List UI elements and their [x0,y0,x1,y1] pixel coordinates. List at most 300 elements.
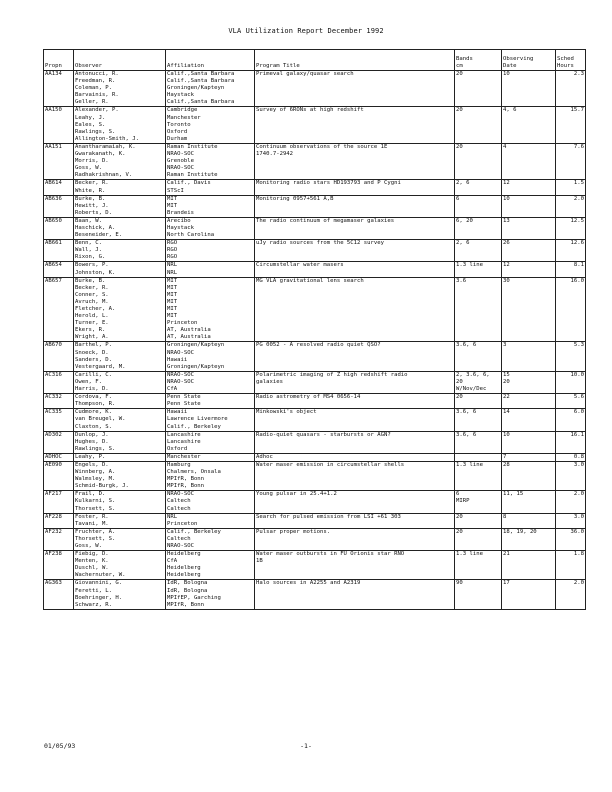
program-title-cell [255,491,455,513]
bands-cell-line: 90 [456,580,463,587]
proposal-cell: AG363 [44,580,74,609]
bands-cell-line: 1.3 line [456,262,483,269]
affiliation-cell [166,431,255,453]
program-title-cell [255,580,455,609]
proposal-cell: AC316 [44,371,74,393]
observer-cell-line: Becker, R. [75,284,109,291]
sched-hours-cell: 3.0 [556,461,586,490]
affiliation-cell [166,195,255,217]
observer-cell-line: Gwarakanath, K. [75,151,126,158]
affiliation-cell-line: Lancashire [167,438,201,445]
sched-hours-cell: 2.0 [556,491,586,513]
affiliation-cell [166,491,255,513]
bands-cell [455,513,502,528]
bands-cell [455,528,502,550]
affiliation-cell-line: MIT [167,195,178,202]
observing-date-cell-line: 21 [503,551,510,558]
program-title-cell-line: Search for pulsed emission from LSI +61 303 [256,513,401,520]
bands-cell-line: 20 [456,378,463,385]
program-title-cell-line: Young pulsar in 25.4+1.2 [256,491,337,498]
program-title-cell [255,277,455,342]
table-row [44,262,586,277]
observer-cell-line: Rixon, G. [75,254,106,261]
observer-cell-line: Feretti, L. [75,587,113,594]
observer-cell-line: Cudmore, K. [75,409,113,416]
affiliation-cell-line: Penn State [167,394,201,401]
affiliation-cell-line: STScI [167,187,184,194]
col-header-observing-date: Observing Date [502,50,556,71]
bands-cell [455,71,502,107]
observing-date-cell [502,195,556,217]
col-header-sched-hours: Sched Hours [556,50,586,71]
affiliation-cell [166,180,255,195]
sched-hours-cell: 8.1 [556,262,586,277]
bands-cell-line: 20 [456,513,463,520]
affiliation-cell-line: MPIfEP, Garching [167,594,221,601]
bands-cell [455,551,502,580]
observer-cell [74,394,166,409]
observing-date-cell-line: 10 [503,195,510,202]
affiliation-cell-line: Caltech [167,498,191,505]
affiliation-cell-line: Caltech [167,535,191,542]
affiliation-cell [166,513,255,528]
observer-cell-line: Claxton, S. [75,423,113,430]
affiliation-cell-line: Calif., Berkeley [167,528,221,535]
observer-cell-line: Goss, W. [75,165,102,172]
affiliation-cell-line: Heidelberg [167,565,201,572]
observing-date-cell-line: 12 [503,262,510,269]
affiliation-cell-line: RGO [167,240,178,247]
table-row [44,240,586,262]
affiliation-cell-line: MIT [167,298,178,305]
observing-date-cell [502,528,556,550]
program-title-cell [255,195,455,217]
affiliation-cell-line: MIT [167,313,178,320]
observer-cell [74,71,166,107]
affiliation-cell-line: RGO [167,254,178,261]
sched-hours-cell: 2.0 [556,195,586,217]
proposal-cell: AF217 [44,491,74,513]
observer-cell-line: Rawlings, S. [75,445,116,452]
col-header-observer: Observer [74,50,166,71]
proposal-cell: AB670 [44,342,74,371]
observer-cell [74,491,166,513]
proposal-cell: AA150 [44,107,74,143]
program-title-cell-line: Circumstellar water masers [256,262,344,269]
observer-cell [74,453,166,461]
observing-date-cell [502,342,556,371]
bands-cell-line: MIRP [456,498,470,505]
table-row [44,551,586,580]
affiliation-cell-line: Haystack [167,92,194,99]
affiliation-cell [166,551,255,580]
table-row [44,461,586,490]
table-row [44,491,586,513]
bands-cell-line: 6, 20 [456,217,473,224]
observer-cell-line: Rawlings, S. [75,128,116,135]
observer-cell-line: Duschl, W. [75,565,109,572]
observer-cell-line: Wall, J. [75,247,102,254]
bands-cell-line: 20 [456,394,463,401]
program-title-cell-line: galaxies [256,378,283,385]
program-title-cell-line: Water maser outbursts in FU Orionis star RNO [256,551,405,558]
proposal-cell: AF232 [44,528,74,550]
proposal-cell: AB614 [44,180,74,195]
table-row [44,217,586,239]
bands-cell [455,580,502,609]
affiliation-cell-line: NRAO-SOC [167,543,194,549]
affiliation-cell-line: MIT [167,291,178,298]
program-title-cell [255,431,455,453]
observer-cell [74,580,166,609]
affiliation-cell-line: NRAO-SOC [167,151,194,158]
observer-cell-line: Tavani, M. [75,520,109,527]
program-title-cell-line: Continuum observations of the source 1E [256,143,388,150]
observer-cell-line: Hewitt, J. [75,202,109,209]
observer-cell-line: Menten, K. [75,558,109,565]
proposal-cell: AA134 [44,71,74,107]
affiliation-cell-line: MIT [167,284,178,291]
observer-cell [74,107,166,143]
affiliation-cell [166,342,255,371]
bands-cell [455,195,502,217]
observer-cell-line: Eales, S. [75,121,106,128]
proposal-cell: ADHOC [44,453,74,461]
program-title-cell-line: Polarimetric imaging of Z high redshift radio [256,371,408,378]
observer-cell-line: Sanders, D. [75,356,113,363]
observer-cell-line: Barvainis, R. [75,92,119,99]
program-title-cell-line: Primeval galaxy/quasar search [256,71,354,77]
bands-cell-line: 2, 6 [456,180,470,187]
affiliation-cell-line: AT, Australia [167,327,211,334]
program-title-cell [255,71,455,107]
observer-cell-line: Anantharamaiah, K. [75,143,136,150]
observer-cell-line: Turner, E. [75,320,109,327]
observing-date-cell-line: 3 [503,342,507,349]
observer-cell-line: Snoeck, D. [75,349,109,356]
affiliation-cell-line: AT, Australia [167,334,211,341]
bands-cell [455,262,502,277]
bands-cell-line: 1.3 line [456,461,483,468]
observer-cell-line: Thorsett, S. [75,505,116,512]
table-row [44,180,586,195]
program-title-cell [255,143,455,179]
observing-date-cell-line: 30 [503,277,510,284]
observing-date-cell [502,107,556,143]
observing-date-cell-line: 22 [503,394,510,401]
observer-cell [74,180,166,195]
affiliation-cell-line: Manchester [167,114,201,121]
affiliation-cell-line: MPIfR, Bonn [167,483,205,490]
program-title-cell [255,342,455,371]
observing-date-cell-line: 4, 6 [503,107,517,114]
footer-date: 01/05/93 [44,742,76,750]
bands-cell-line: 20 [456,528,463,535]
observer-cell-line: Fiebig, D. [75,551,109,558]
affiliation-cell-line: MIT [167,277,178,284]
observing-date-cell [502,431,556,453]
sched-hours-cell: 16.0 [556,277,586,342]
affiliation-cell-line: RGO [167,247,178,254]
observer-cell-line: Becker, R. [75,180,109,187]
affiliation-cell-line: Hamburg [167,461,191,468]
observing-date-cell [502,491,556,513]
observer-cell-line: Herold, L. [75,313,109,320]
observing-date-cell-line: 20 [503,378,510,385]
program-title-cell [255,180,455,195]
bands-cell-line [456,454,500,461]
proposal-cell: AB650 [44,217,74,239]
program-title-cell [255,240,455,262]
affiliation-cell-line: Calif.,Santa Barbara [167,71,235,77]
observer-cell [74,431,166,453]
table-row [44,453,586,461]
observer-cell-line: van Breugel, W. [75,416,126,423]
sched-hours-cell: 1.5 [556,180,586,195]
observer-cell-line: Leahy, P. [75,453,106,460]
sched-hours-cell: 5.6 [556,394,586,409]
table-row [44,71,586,107]
observer-cell [74,262,166,277]
observer-cell-line: Barthel, P. [75,342,113,349]
observer-cell-line: Schwarz, R. [75,601,113,608]
affiliation-cell [166,240,255,262]
observer-cell-line: Thorsett, S. [75,535,116,542]
observer-cell-line: Radhakrishnan, V. [75,172,133,179]
program-title-cell-line: Radio astrometry of MS4 0656-14 [256,394,361,401]
table-row [44,409,586,431]
program-title-cell-line: Halo sources in A2255 and A2319 [256,580,361,587]
program-title-cell-line: Adhoc [256,453,273,460]
table-row [44,580,586,609]
observer-cell [74,513,166,528]
bands-cell [455,107,502,143]
col-header-proposal: Propn [44,50,74,71]
bands-cell [455,180,502,195]
observing-date-cell-line: 14 [503,409,510,416]
observer-cell-line: Burke, B. [75,277,106,284]
observing-date-cell-line: 18, 19, 20 [503,528,537,535]
observer-cell-line: Owen, F. [75,378,102,385]
observer-cell [74,240,166,262]
header-row [44,50,586,71]
col-header-bands: Bands cm [455,50,502,71]
observer-cell-line: Fruchter, A. [75,528,116,535]
affiliation-cell-line: Cambridge [167,107,198,114]
proposal-cell: AF238 [44,551,74,580]
program-title-cell-line: 1740.7-2942 [256,151,294,158]
affiliation-cell-line: MPIfR, Bonn [167,601,205,608]
sched-hours-cell: 12.5 [556,217,586,239]
footer-page-number: -1- [300,742,312,750]
observing-date-cell [502,409,556,431]
proposal-cell: AD302 [44,431,74,453]
observing-date-cell-line: 26 [503,240,510,247]
affiliation-cell-line: Penn State [167,401,201,408]
table-row [44,513,586,528]
affiliation-cell-line: CfA [167,558,178,565]
bands-cell [455,409,502,431]
bands-cell-line: W/Nov/Dec [456,386,487,393]
affiliation-cell [166,461,255,490]
observer-cell-line: Morris, D. [75,158,109,165]
program-title-cell-line: Radio-quiet quasars - starbursts or AGN? [256,431,391,438]
affiliation-cell [166,107,255,143]
observing-date-cell [502,394,556,409]
observing-date-cell [502,453,556,461]
program-title-cell-line: uJy radio sources from the 5C12 survey [256,240,384,247]
proposal-cell: AC335 [44,409,74,431]
sched-hours-cell: 2.0 [556,580,586,609]
affiliation-cell-line: North Carolina [167,232,215,239]
observer-cell-line: Dunlop, J. [75,431,109,438]
observer-cell-line: Antonucci, R. [75,71,119,77]
sched-hours-cell: 3.0 [556,513,586,528]
affiliation-cell-line: Heidelberg [167,572,201,579]
observer-cell [74,551,166,580]
program-title-cell-line: Monitoring 0957+561 A,B [256,195,334,202]
affiliation-cell-line: Groningen/Kapteyn [167,363,225,370]
bands-cell-line: 3.6, 6 [456,431,477,438]
observing-date-cell-line: 10 [503,431,510,438]
observer-cell-line: Kulkarni, S. [75,498,116,505]
observer-cell-line: Hughes, D. [75,438,109,445]
bands-cell-line: 20 [456,143,463,150]
bands-cell [455,143,502,179]
observer-cell [74,461,166,490]
observer-cell-line: Conner, S. [75,291,109,298]
sched-hours-cell: 15.7 [556,107,586,143]
table-body [44,71,586,610]
affiliation-cell-line: NRAO-SOC [167,349,194,356]
affiliation-cell-line: NRAO-SOC [167,378,194,385]
bands-cell-line: 20 [456,107,463,114]
observing-date-cell-line: 28 [503,461,510,468]
affiliation-cell [166,371,255,393]
program-title-cell [255,461,455,490]
observer-cell-line: Goss, W. [75,543,102,549]
proposal-cell: AC332 [44,394,74,409]
sched-hours-cell: 6.0 [556,409,586,431]
proposal-cell: AB636 [44,195,74,217]
affiliation-cell-line: IdR, Bologna [167,580,208,587]
observing-date-cell-line: 7 [503,453,507,460]
observer-cell-line: Harris, D. [75,386,109,393]
sched-hours-cell: 10.0 [556,371,586,393]
affiliation-cell [166,262,255,277]
observer-cell-line: Schmid-Burgk, J. [75,483,129,490]
affiliation-cell-line: Calif., Berkeley [167,423,221,430]
program-title-cell [255,513,455,528]
affiliation-cell-line: Princeton [167,520,198,527]
sched-hours-cell: 1.8 [556,551,586,580]
program-title-cell [255,394,455,409]
program-title-cell-line: Minkowski's object [256,409,317,416]
observing-date-cell [502,262,556,277]
observing-date-cell [502,580,556,609]
proposal-cell: AF228 [44,513,74,528]
observing-date-cell [502,143,556,179]
observer-cell-line: Wright, A. [75,334,109,341]
observing-date-cell-line: 13 [503,217,510,224]
observer-cell-line: Benn, C. [75,240,102,247]
affiliation-cell-line: IdR, Bologna [167,587,208,594]
affiliation-cell-line: Chalmers, Onsala [167,469,221,476]
proposal-cell: AB661 [44,240,74,262]
observer-cell-line: Allington-Smith, J. [75,135,139,142]
table-row [44,342,586,371]
observer-cell-line: Thompson, R. [75,401,116,408]
affiliation-cell-line: NRL [167,262,178,269]
bands-cell [455,461,502,490]
observer-cell-line: Roberts, D. [75,209,113,216]
observing-date-cell-line: 11, 15 [503,491,524,498]
affiliation-cell-line: CfA [167,386,178,393]
affiliation-cell-line: Calif.,Santa Barbara [167,99,235,106]
affiliation-cell [166,453,255,461]
affiliation-cell [166,277,255,342]
table-row [44,394,586,409]
affiliation-cell [166,409,255,431]
observing-date-cell [502,513,556,528]
table-row [44,107,586,143]
observing-date-cell [502,371,556,393]
affiliation-cell [166,217,255,239]
program-title-cell [255,371,455,393]
affiliation-cell-line: Hawaii [167,356,188,363]
affiliation-cell-line: MIT [167,202,178,209]
table-row [44,195,586,217]
affiliation-cell-line: Grenoble [167,158,194,165]
affiliation-cell-line: Groningen/Kapteyn [167,342,225,349]
observing-date-cell [502,551,556,580]
observer-cell [74,277,166,342]
page-title: VLA Utilization Report December 1992 [228,27,384,35]
utilization-table [43,49,586,610]
affiliation-cell [166,528,255,550]
observing-date-cell [502,217,556,239]
observing-date-cell-line: 4 [503,143,507,150]
affiliation-cell-line: NRL [167,513,178,520]
affiliation-cell [166,394,255,409]
bands-cell [455,431,502,453]
observing-date-cell-line: 12 [503,180,510,187]
observer-cell-line: Leahy, J. [75,114,106,121]
observer-cell-line: Coleman, P. [75,85,113,92]
affiliation-cell [166,71,255,107]
table-row [44,277,586,342]
affiliation-cell-line: Manchester [167,453,201,460]
observer-cell-line: Walmsley, M. [75,476,116,483]
sched-hours-cell: 36.0 [556,528,586,550]
affiliation-cell-line: Hawaii [167,409,188,416]
affiliation-cell-line: Princeton [167,320,198,327]
bands-cell [455,240,502,262]
observer-cell-line: Haschick, A. [75,224,116,231]
col-header-program-title: Program Title [255,50,455,71]
bands-cell [455,394,502,409]
observer-cell [74,217,166,239]
sched-hours-cell: 12.6 [556,240,586,262]
affiliation-cell-line: Haystack [167,224,194,231]
bands-cell-line: 6 [456,195,460,202]
proposal-cell: AB657 [44,277,74,342]
program-title-cell-line: Monitoring radio stars HD193793 and P Cygni [256,180,401,187]
program-title-cell-line: 1B [256,558,263,565]
affiliation-cell [166,580,255,609]
observer-cell-line: Beseneider, E. [75,232,123,239]
observing-date-cell [502,71,556,107]
